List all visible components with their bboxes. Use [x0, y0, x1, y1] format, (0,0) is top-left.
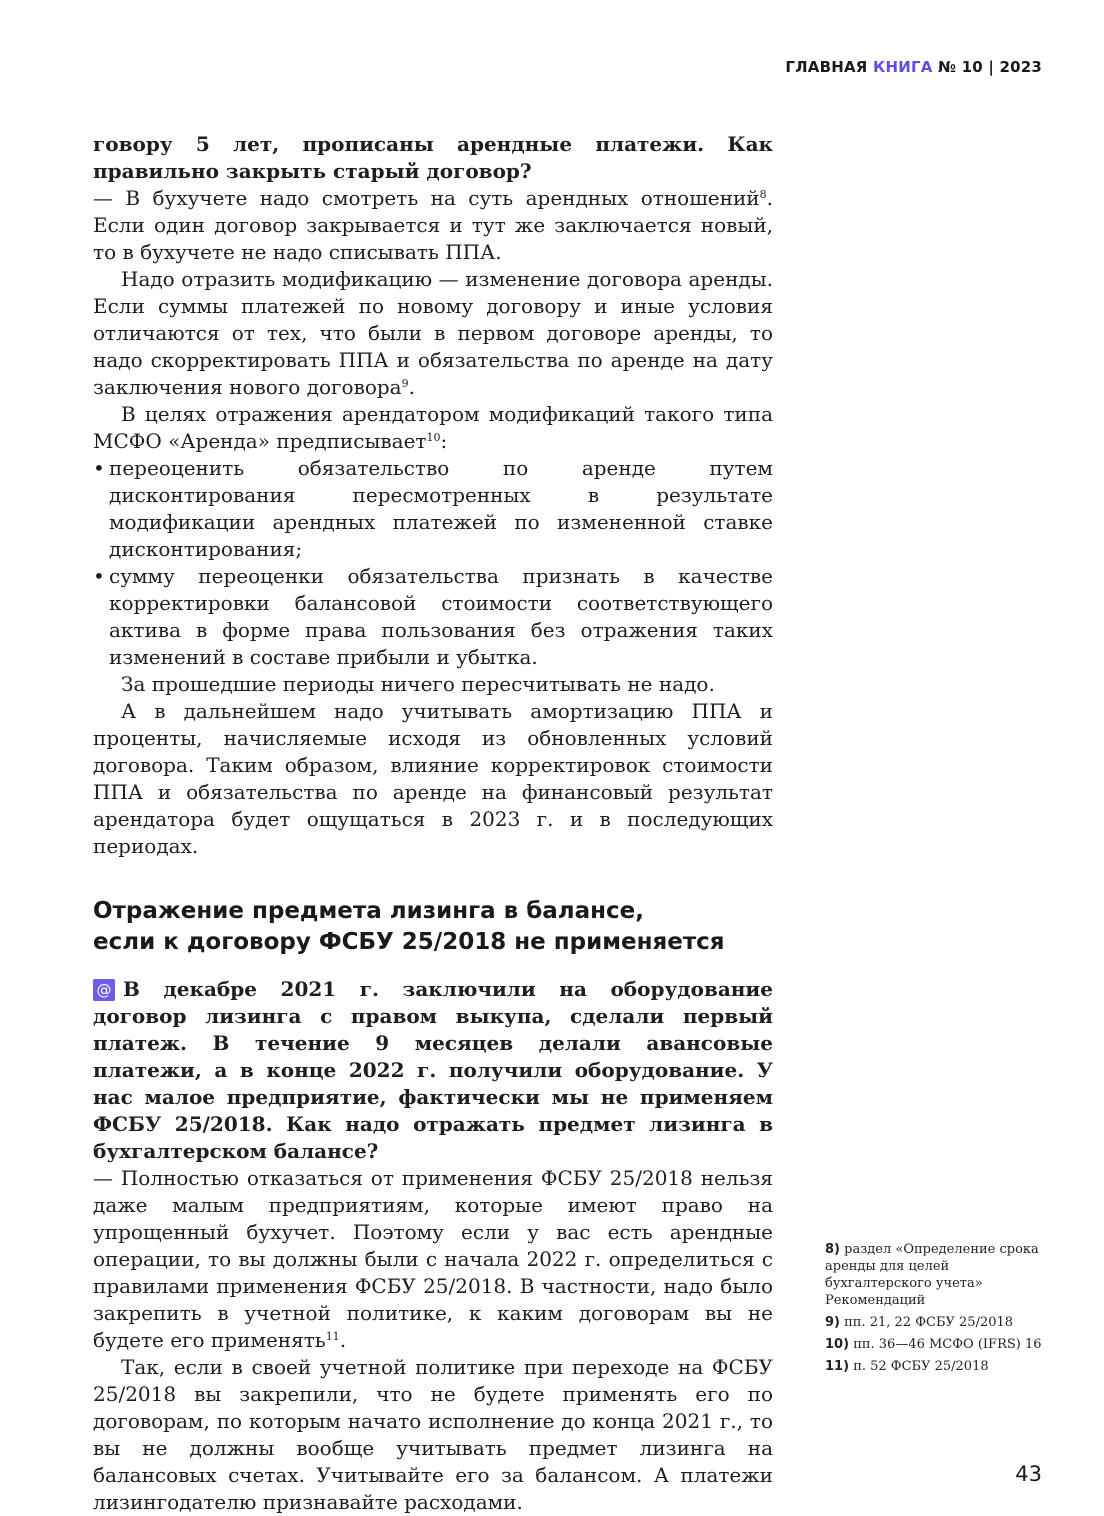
bullet-list — [93, 455, 773, 671]
footnotes — [825, 1241, 1045, 1380]
footnote-ref-11: 11 — [325, 1330, 340, 1343]
paragraph: В целях отражения арендатором модификаций такого типа МСФО «Аренда» предписывает$^{10}$: — [93, 402, 773, 453]
section-heading: Отражение предмета лизинга в балансе, если к договору ФСБУ 25/2018 не применяется — [93, 898, 725, 955]
running-header — [785, 58, 1042, 76]
footnote-11: 11) п. 52 ФСБУ 25/2018 — [825, 1359, 989, 1374]
footnote-8: 8) раздел «Определение срока аренды для целей бухгалтерского учета» Рекомендаций — [825, 1242, 1039, 1308]
email-at-icon: @ — [93, 979, 115, 1001]
footnote-10: 10) пп. 36—46 МСФО (IFRS) 16 — [825, 1337, 1042, 1352]
reader-question: @ В декабре 2021 г. заключили на оборудование договор лизинга с правом выкупа, сделали первый платеж. В течение 9 месяцев делали авансовые платежи, а в конце 2022 г. получили оборудование. У нас малое предприятие, фактически мы не применяем ФСБУ 25/2018. Как надо отражать предмет лизинга в бухгалтерском балансе? — [93, 977, 773, 1163]
footnote-ref-10: 10 — [426, 431, 441, 444]
paragraph: Надо отразить модификацию — изменение договора аренды. Если суммы платежей по новому договору и иные условия отличаются от тех, что были в первом договоре аренды, то надо скорректировать ППА и обязательства по аренде на дату заключения нового договора$^9$. — [93, 267, 773, 399]
bullet-item: • сумму переоценки обязательства признать в качестве корректировки балансовой стоимости соответствующего актива в форме права пользования без отражения таких изменений в составе прибыли и убытка. — [93, 563, 773, 671]
footnote-ref-9: 9 — [401, 377, 409, 390]
footnote-ref-8: 8 — [759, 188, 767, 201]
paragraph: Так, если в своей учетной политике при переходе на ФСБУ 25/2018 вы закрепили, что не будете применять его по договорам, по которым начато исполнение до конца 2021 г., то вы не должны вообще учитывать предмет лизинга на балансовых счетах. Учитывайте его за балансом. А платежи лизингодателю признавайте расходами. — [93, 1355, 773, 1514]
bullet-item: • переоценить обязательство по аренде путем дисконтирования пересмотренных в результате модификации арендных платежей по измененной ставке дисконтирования; — [93, 455, 773, 563]
article-body — [93, 131, 773, 1516]
issue-number: № 10 | 2023 — [937, 58, 1042, 76]
question-continuation: говору 5 лет, прописаны арендные платежи. Как правильно закрыть старый договор? — [93, 132, 773, 183]
brand-name-part2: КНИГА — [873, 58, 933, 76]
brand-name-part1: ГЛАВНАЯ — [785, 58, 868, 76]
answer-paragraph: — Полностью отказаться от применения ФСБУ 25/2018 нельзя даже малым предприятиям, которые имеют право на упрощенный бухучет. Поэтому если у вас есть арендные операции, то вы должны были с начала 2022 г. определиться с правилами применения ФСБУ 25/2018. В частности, надо было закрепить в учетной политике, к каким договорам вы не будете его применять$^{11}$. — [93, 1166, 773, 1352]
paragraph: За прошедшие периоды ничего пересчитывать не надо. — [121, 672, 715, 696]
page-number: 43 — [1015, 1462, 1042, 1486]
footnote-9: 9) пп. 21, 22 ФСБУ 25/2018 — [825, 1315, 1014, 1330]
answer-paragraph: — В бухучете надо смотреть на суть арендных отношений$^8$. Если один договор закрывается и тут же заключается новый, то в бухучете не надо списывать ППА. — [93, 186, 773, 264]
paragraph: А в дальнейшем надо учитывать амортизацию ППА и проценты, начисляемые исходя из обновленных условий договора. Таким образом, влияние корректировок стоимости ППА и обязательства по аренде на финансовый результат арендатора будет ощущаться в 2023 г. и в последующих периодах. — [93, 699, 773, 858]
